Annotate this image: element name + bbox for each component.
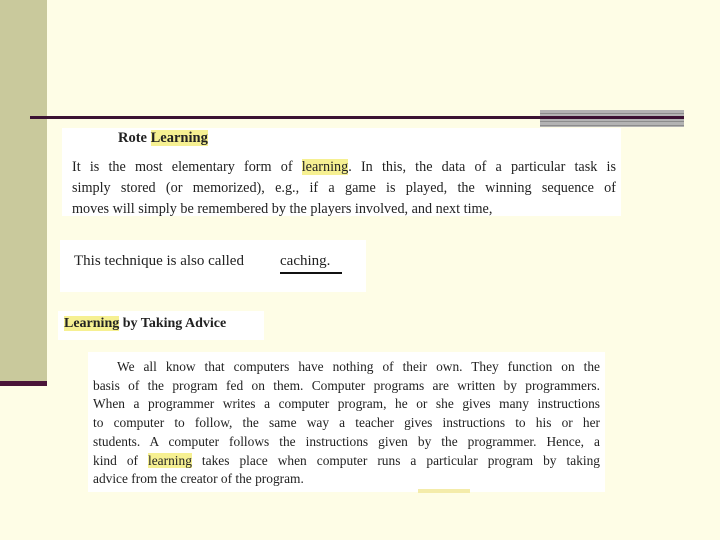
advice-heading-excerpt — [58, 311, 264, 340]
caching-sentence: This technique is also called — [74, 253, 244, 269]
rote-learning-heading: Rote Learning — [118, 130, 208, 146]
paragraph-line: moves will simply be remembered by the players involved, and next time, — [72, 201, 493, 217]
advice-heading: Learning by Taking Advice — [64, 316, 227, 331]
caching-term: caching. — [280, 253, 331, 269]
paragraph-line: basis of the program fed on them. Computer programs are written by programmers. — [93, 377, 600, 393]
paragraph-line: advice from the creator of the program. — [93, 471, 304, 487]
highlighted-term: Learning — [150, 130, 208, 146]
rote-learning-paragraph — [72, 157, 616, 220]
paragraph-line: simply stored (or memorized), e.g., if a game is played, the winning sequence of — [72, 180, 616, 196]
advice-paragraph — [93, 358, 600, 489]
paragraph-line: We all know that computers have nothing of their own. They function on the — [117, 359, 600, 374]
title-divider-rule — [30, 116, 540, 119]
title-divider-block — [540, 110, 684, 127]
paragraph-line: It is the most elementary form of learning. In this, the data of a particular task is — [72, 159, 616, 175]
caching-underline — [280, 272, 342, 274]
highlighted-term: learning — [148, 452, 192, 468]
highlighted-term: learning — [301, 159, 349, 175]
paragraph-line: students. A computer follows the instructions given by the programmer. Hence, a — [93, 433, 600, 449]
sidebar-accent-line — [0, 381, 47, 386]
rote-learning-excerpt — [62, 128, 621, 216]
paragraph-line: to computer to follow, the same way a teacher gives instructions to his or her — [93, 415, 600, 431]
caching-excerpt — [60, 240, 366, 292]
left-sidebar-bar — [0, 0, 47, 386]
paragraph-line: When a programmer writes a computer program, he or she gives many instructions — [93, 396, 600, 412]
highlighted-term: Learning — [64, 316, 120, 331]
paragraph-line: kind of learning takes place when computer runs a particular program by taking — [93, 452, 600, 468]
advice-excerpt — [88, 352, 605, 492]
highlight-smudge — [418, 489, 470, 493]
